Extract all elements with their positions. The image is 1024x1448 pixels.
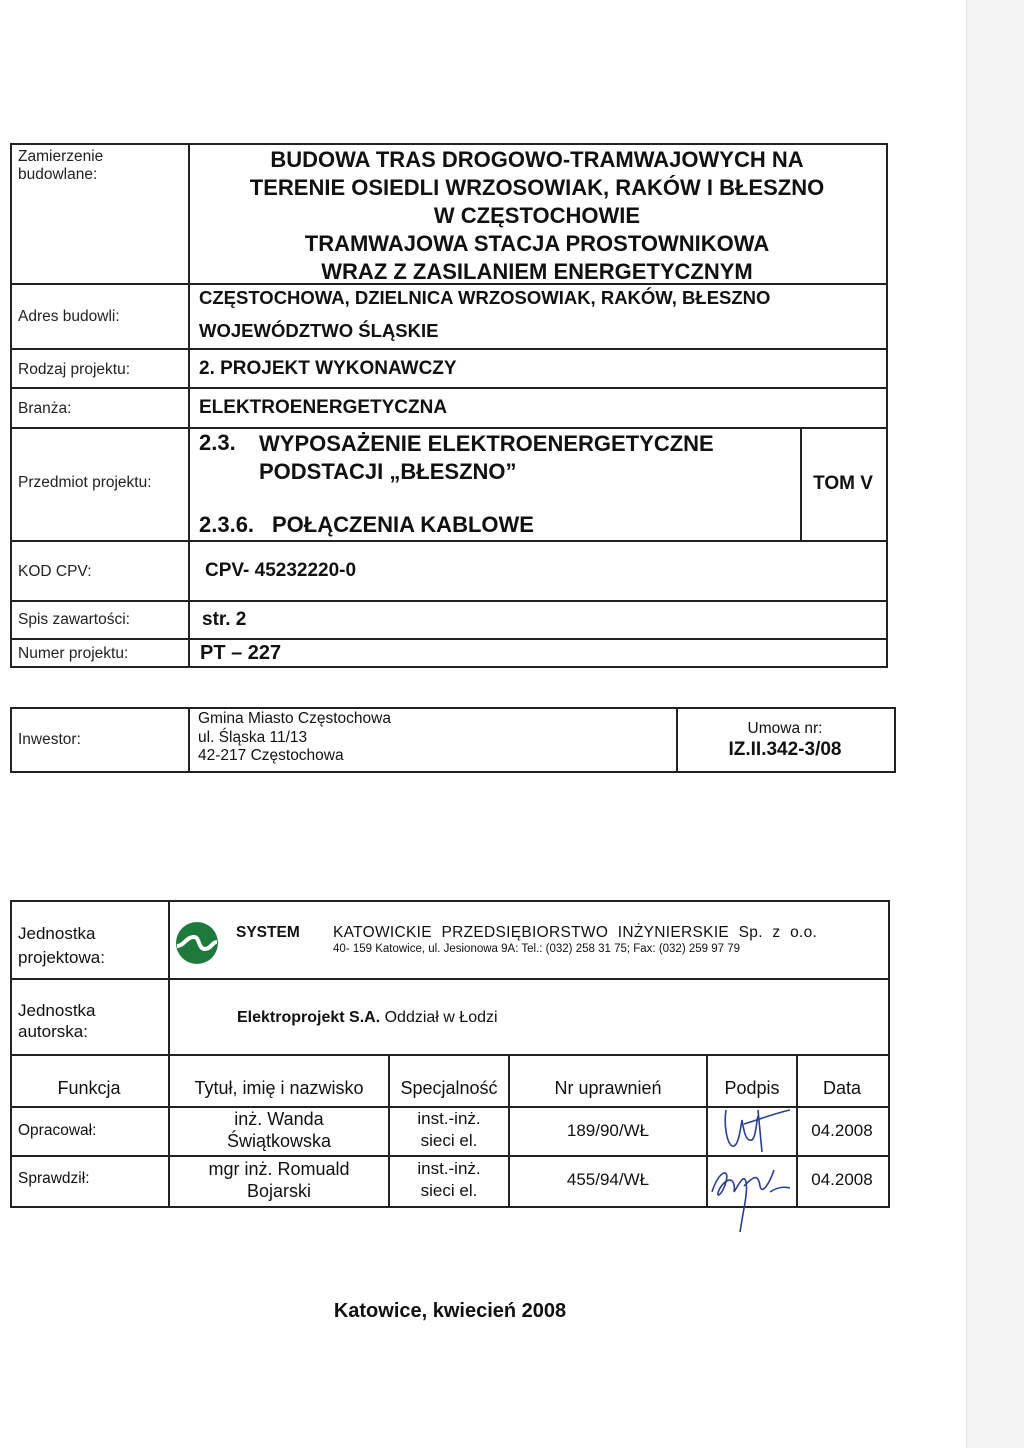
company-address: 40- 159 Katowice, ul. Jesionowa 9A: Tel.: (032) 258 31 75; Fax: (032) 259 97 79 <box>333 943 741 955</box>
spec-line: inst.-inż. <box>417 1109 481 1128</box>
row-funkcja: Opracował: <box>18 1122 97 1139</box>
author-unit <box>237 1009 498 1027</box>
label-line: Jednostka <box>18 1001 96 1020</box>
name-line: Świątkowska <box>226 1131 332 1151</box>
przedmiot-label: Przedmiot projektu: <box>18 474 152 491</box>
name-line: inż. Wanda <box>234 1109 324 1129</box>
label-line: autorska: <box>18 1022 88 1041</box>
title-line: TRAMWAJOWA STACJA PROSTOWNIKOWA <box>304 231 770 256</box>
investor-line: 42-217 Częstochowa <box>198 747 344 764</box>
spis-label: Spis zawartości: <box>18 611 130 628</box>
row-funkcja: Sprawdził: <box>18 1170 90 1187</box>
author-rest: Oddział w Łodzi <box>380 1009 498 1026</box>
row-data: 04.2008 <box>811 1121 873 1140</box>
signature-1 <box>712 1102 796 1154</box>
label-line: projektowa: <box>18 948 105 967</box>
rodzaj-value: 2. PROJEKT WYKONAWCZY <box>199 358 457 379</box>
row-spec <box>390 1108 508 1152</box>
title-line: BUDOWA TRAS DROGOWO-TRAMWAJOWYCH NA <box>270 147 804 172</box>
header-nr: Nr uprawnień <box>554 1078 662 1098</box>
spec-line: inst.-inż. <box>417 1159 481 1178</box>
adres-value-2: WOJEWÓDZTWO ŚLĄSKIE <box>199 320 439 341</box>
name-line: mgr inż. Romuald <box>208 1159 350 1179</box>
author-bold: Elektroprojekt S.A. <box>237 1009 381 1026</box>
header-funkcja: Funkcja <box>57 1078 121 1098</box>
spec-line: sieci el. <box>420 1181 478 1200</box>
przedmiot-number: 2.3. <box>199 430 236 455</box>
spec-line: sieci el. <box>420 1131 478 1150</box>
branza-label: Branża: <box>18 400 72 417</box>
row-spec <box>390 1158 508 1202</box>
header-name: Tytuł, imię i nazwisko <box>194 1078 364 1098</box>
investor-address <box>198 710 391 766</box>
row-name <box>170 1158 388 1202</box>
project-title <box>190 146 884 286</box>
company-name: KATOWICKIE PRZEDSIĘBIORSTWO INŻYNIERSKIE Sp. z o.o. <box>333 924 818 941</box>
branza-value: ELEKTROENERGETYCZNA <box>199 397 448 418</box>
umowa-value: IZ.II.342-3/08 <box>728 739 842 760</box>
name-line: Bojarski <box>246 1181 312 1201</box>
company-short: SYSTEM <box>236 924 300 941</box>
adres-value-1: CZĘSTOCHOWA, DZIELNICA WRZOSOWIAK, RAKÓW, BŁESZNO <box>199 287 771 308</box>
sub-number: 2.3.6. <box>199 512 255 537</box>
row-name <box>170 1108 388 1152</box>
label-line: Jednostka <box>18 924 96 943</box>
przedmiot-value <box>259 430 714 486</box>
row-data: 04.2008 <box>811 1170 873 1189</box>
footer-place-date: Katowice, kwiecień 2008 <box>333 1300 567 1322</box>
investor-line: ul. Śląska 11/13 <box>198 728 308 746</box>
header-podpis: Podpis <box>724 1078 780 1098</box>
spis-value: str. 2 <box>202 609 247 630</box>
jednostka-autorska-label <box>18 1000 96 1042</box>
investor-line: Gmina Miasto Częstochowa <box>198 710 391 727</box>
przedmiot-line: WYPOSAŻENIE ELEKTROENERGETYCZNE <box>259 431 714 456</box>
umowa-label: Umowa nr: <box>747 720 823 737</box>
rodzaj-label: Rodzaj projektu: <box>18 361 131 378</box>
numer-label: Numer projektu: <box>18 645 129 662</box>
title-line: W CZĘSTOCHOWIE <box>433 203 641 228</box>
row-nr: 189/90/WŁ <box>566 1121 650 1140</box>
header-data: Data <box>822 1078 862 1098</box>
jednostka-projektowa-label <box>18 922 105 970</box>
zamierzenie-label: Zamierzenie budowlane: <box>18 148 104 183</box>
signature-2 <box>700 1152 796 1234</box>
investor-label: Inwestor: <box>18 731 81 748</box>
title-line: TERENIE OSIEDLI WRZOSOWIAK, RAKÓW I BŁESZNO <box>249 175 825 200</box>
header-spec: Specjalność <box>400 1078 498 1098</box>
przedmiot-line: PODSTACJI „BŁESZNO” <box>259 459 517 484</box>
row-nr: 455/94/WŁ <box>566 1170 650 1189</box>
sub-value: POŁĄCZENIA KABLOWE <box>272 512 534 537</box>
numer-value: PT – 227 <box>200 642 282 664</box>
title-line: WRAZ Z ZASILANIEM ENERGETYCZNYM <box>321 259 753 284</box>
page-edge <box>966 0 1024 1448</box>
cpv-label: KOD CPV: <box>18 563 92 580</box>
adres-label: Adres budowli: <box>18 308 120 325</box>
cpv-value: CPV- 45232220-0 <box>205 560 357 581</box>
tom-label: TOM V <box>813 473 873 494</box>
system-logo-icon <box>174 920 220 966</box>
